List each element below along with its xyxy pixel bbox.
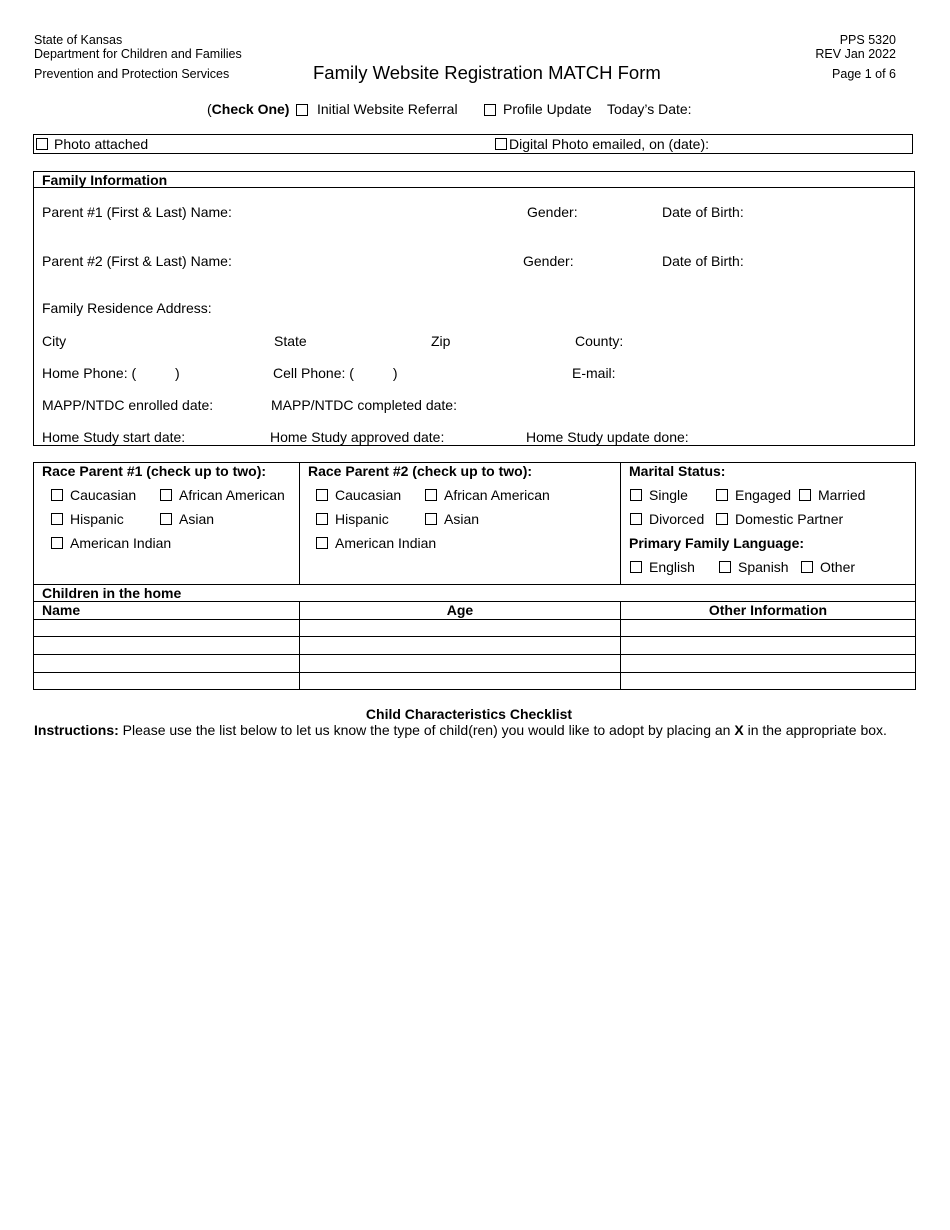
p2-asian-checkbox[interactable] <box>425 513 437 525</box>
county-label: County: <box>575 333 624 349</box>
residence-label: Family Residence Address: <box>42 300 212 316</box>
marital-engaged-checkbox[interactable] <box>716 489 728 501</box>
p2-asian-label: Asian <box>444 511 480 527</box>
marital-single-label: Single <box>649 487 688 503</box>
language-english-checkbox[interactable] <box>630 561 642 573</box>
p1-american-indian-checkbox[interactable] <box>51 537 63 549</box>
p1-american-indian-label: American Indian <box>70 535 172 551</box>
parent1-dob-label: Date of Birth: <box>662 204 744 220</box>
parent1-name-label: Parent #1 (First & Last) Name: <box>42 204 232 220</box>
p2-american-indian-checkbox[interactable] <box>316 537 328 549</box>
agency-department: Department for Children and Families <box>34 47 242 61</box>
marital-divorced-checkbox[interactable] <box>630 513 642 525</box>
language-english-label: English <box>649 559 695 575</box>
agency-division: Prevention and Protection Services <box>34 67 230 81</box>
p2-hispanic-label: Hispanic <box>335 511 389 527</box>
photo-attached-label: Photo attached <box>54 136 149 152</box>
page-indicator: Page 1 of 6 <box>832 67 896 81</box>
initial-referral-label: Initial Website Referral <box>317 101 458 117</box>
p1-african-american-checkbox[interactable] <box>160 489 172 501</box>
marital-domestic-partner-checkbox[interactable] <box>716 513 728 525</box>
p2-caucasian-label: Caucasian <box>335 487 402 503</box>
agency-state: State of Kansas <box>34 33 123 47</box>
home-study-start-label: Home Study start date: <box>42 429 186 445</box>
p2-african-american-label: African American <box>444 487 550 503</box>
parent2-dob-label: Date of Birth: <box>662 253 744 269</box>
parent1-gender-label: Gender: <box>527 204 578 220</box>
marital-domestic-partner-label: Domestic Partner <box>735 511 844 527</box>
checklist-title: Child Characteristics Checklist <box>365 706 573 722</box>
p1-asian-label: Asian <box>179 511 215 527</box>
marital-divorced-label: Divorced <box>649 511 705 527</box>
language-heading: Primary Family Language: <box>629 535 805 551</box>
zip-label: Zip <box>431 333 451 349</box>
p1-caucasian-checkbox[interactable] <box>51 489 63 501</box>
p2-american-indian-label: American Indian <box>335 535 437 551</box>
marital-married-checkbox[interactable] <box>799 489 811 501</box>
p1-african-american-label: African American <box>179 487 285 503</box>
digital-photo-label: Digital Photo emailed, on (date): <box>509 136 709 152</box>
marital-single-checkbox[interactable] <box>630 489 642 501</box>
mapp-enrolled-label: MAPP/NTDC enrolled date: <box>42 397 214 413</box>
checklist-instructions: Instructions: Please use the list below to let us know the type of child(ren) you would like to adopt by placing an X in the appropriate box. <box>34 722 887 738</box>
form-title: Family Website Registration MATCH Form <box>313 62 661 83</box>
check-one-label: (Check One) <box>207 101 290 117</box>
todays-date-label: Today’s Date: <box>607 101 692 117</box>
home-study-approved-label: Home Study approved date: <box>270 429 445 445</box>
form-number: PPS 5320 <box>839 33 896 47</box>
children-col-name: Name <box>42 602 81 618</box>
photo-row <box>33 134 913 154</box>
state-label: State <box>274 333 307 349</box>
digital-photo-checkbox[interactable] <box>495 138 507 150</box>
photo-attached-checkbox[interactable] <box>36 138 48 150</box>
home-study-update-label: Home Study update done: <box>526 429 689 445</box>
col-divider-1-top <box>299 462 300 584</box>
children-col-age: Age <box>446 602 474 618</box>
p1-asian-checkbox[interactable] <box>160 513 172 525</box>
language-spanish-checkbox[interactable] <box>719 561 731 573</box>
email-label: E-mail: <box>572 365 616 381</box>
children-row-line <box>33 654 916 655</box>
city-label: City <box>42 333 67 349</box>
initial-referral-checkbox[interactable] <box>296 104 308 116</box>
language-spanish-label: Spanish <box>738 559 789 575</box>
children-row-line <box>33 672 916 673</box>
mapp-completed-label: MAPP/NTDC completed date: <box>271 397 457 413</box>
language-other-label: Other <box>820 559 856 575</box>
parent2-gender-label: Gender: <box>523 253 574 269</box>
profile-update-checkbox[interactable] <box>484 104 496 116</box>
cell-phone-label: Cell Phone: ( ) <box>273 365 398 381</box>
marital-married-label: Married <box>818 487 866 503</box>
p1-caucasian-label: Caucasian <box>70 487 137 503</box>
form-revision: REV Jan 2022 <box>815 47 896 61</box>
children-row-line <box>33 636 916 637</box>
p2-african-american-checkbox[interactable] <box>425 489 437 501</box>
profile-update-label: Profile Update <box>503 101 592 117</box>
language-other-checkbox[interactable] <box>801 561 813 573</box>
p2-caucasian-checkbox[interactable] <box>316 489 328 501</box>
children-row-line <box>33 619 916 620</box>
family-info-heading: Family Information <box>42 172 168 188</box>
race-parent2-heading: Race Parent #2 (check up to two): <box>308 463 533 479</box>
p1-hispanic-label: Hispanic <box>70 511 124 527</box>
p2-hispanic-checkbox[interactable] <box>316 513 328 525</box>
marital-engaged-label: Engaged <box>735 487 792 503</box>
home-phone-label: Home Phone: ( ) <box>42 365 180 381</box>
children-col-other: Other Information <box>708 602 828 618</box>
col-divider-2-top <box>620 462 621 584</box>
race-parent1-heading: Race Parent #1 (check up to two): <box>42 463 267 479</box>
marital-status-heading: Marital Status: <box>629 463 726 479</box>
children-heading: Children in the home <box>42 585 182 601</box>
p1-hispanic-checkbox[interactable] <box>51 513 63 525</box>
parent2-name-label: Parent #2 (First & Last) Name: <box>42 253 232 269</box>
